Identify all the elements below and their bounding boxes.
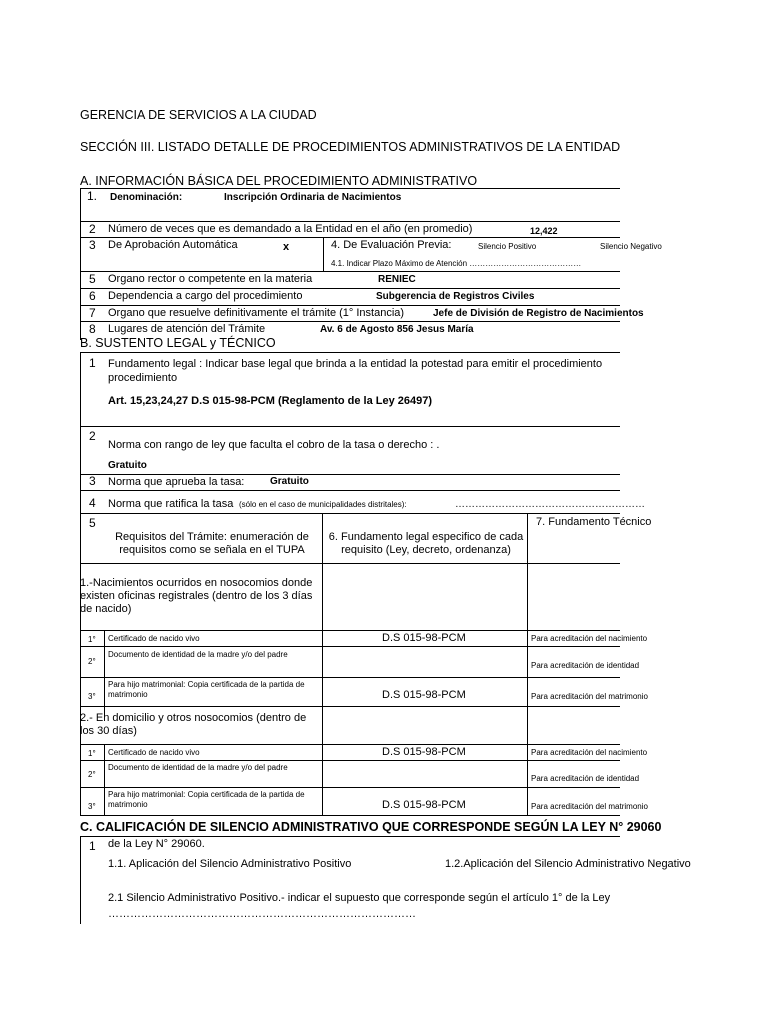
section-a-title: A. INFORMACIÓN BÁSICA DEL PROCEDIMIENTO ADMINISTRATIVO <box>80 174 478 188</box>
norma-aprueba-tasa-text: Norma que aprueba la tasa: <box>108 476 245 488</box>
g1-item2-ord: 2° <box>88 657 96 666</box>
a-row7-num: 7 <box>89 306 96 320</box>
denominacion-label: Denominación: <box>110 192 183 203</box>
g2-item2-text: Documento de identidad de la madre y/o del padre <box>108 763 288 772</box>
seccion-heading: SECCIÓN III. LISTADO DETALLE DE PROCEDIMIENTOS ADMINISTRATIVOS DE LA ENTIDAD <box>80 140 621 154</box>
norma-rango-ley-text: Norma con rango de ley que faculta el cobro de la tasa o derecho : . <box>108 439 440 451</box>
g2-item2-tech: Para acreditación de identidad <box>531 774 640 783</box>
g1-item2-tech: Para acreditación de identidad <box>531 661 640 670</box>
silencio-positivo-aplicacion: 1.1. Aplicación del Silencio Administrativo Positivo <box>108 858 352 870</box>
g2-item3-text: Para hijo matrimonial: Copia certificada de la partida de matrimonio <box>108 790 305 809</box>
section-b-title: B. SUSTENTO LEGAL y TÉCNICO <box>80 336 276 350</box>
g2-item3-legal: D.S 015-98-PCM <box>382 799 466 811</box>
g1-item3-legal: D.S 015-98-PCM <box>382 689 466 701</box>
g1-item3-tech: Para acreditación del matrimonio <box>531 692 648 701</box>
norma-ratifica-tasa-note: (sólo en el caso de municipalidades distritales): <box>239 500 407 509</box>
c-row1-num: 1 <box>89 839 96 853</box>
group1-title: 1.-Nacimientos ocurridos en nosocomios donde existen oficinas registrales (dentro de los 3 días de nacido) <box>80 577 313 615</box>
g2-item1-ord: 1° <box>88 749 96 758</box>
g2-item2-ord: 2° <box>88 770 96 779</box>
denominacion-value: Inscripción Ordinaria de Nacimientos <box>224 192 402 203</box>
a-row3-num: 3 <box>89 238 96 252</box>
dependencia-label: Dependencia a cargo del procedimiento <box>108 290 303 302</box>
g1-item1-tech: Para acreditación del nacimiento <box>531 634 648 643</box>
a-row8-num: 8 <box>89 322 96 336</box>
g2-item1-legal: D.S 015-98-PCM <box>382 746 466 758</box>
demanda-value: 12,422 <box>530 226 558 236</box>
organo-rector-value: RENIEC <box>378 274 416 285</box>
section-c-title: C. CALIFICACIÓN DE SILENCIO ADMINISTRATIVO QUE CORRESPONDE SEGÚN LA LEY N° 29060 <box>80 820 662 834</box>
b-row1-num: 1 <box>89 356 96 370</box>
b-row3-num: 3 <box>89 474 96 488</box>
b-row2-num: 2 <box>89 429 96 443</box>
lugares-atencion-label: Lugares de atención del Trámite <box>108 323 266 335</box>
a-row5-num: 5 <box>89 272 96 286</box>
ley-29060-text: de la Ley N° 29060. <box>108 838 205 850</box>
norma-aprueba-tasa-value: Gratuito <box>270 476 309 487</box>
g1-item1-text: Certificado de nacido vivo <box>108 634 200 643</box>
silencio-negativo-option: Silencio Negativo <box>600 242 662 251</box>
organo-resuelve-value: Jefe de División de Registro de Nacimientos <box>433 308 644 319</box>
a-row2-num: 2 <box>89 222 96 236</box>
lugares-atencion-value: Av. 6 de Agosto 856 Jesus María <box>320 324 474 335</box>
gerencia-heading: GERENCIA DE SERVICIOS A LA CIUDAD <box>80 108 317 122</box>
fundamento-legal-text: Fundamento legal : Indicar base legal que brinda a la entidad la potestad para emitir el procedimiento <box>108 358 603 370</box>
g2-item1-text: Certificado de nacido vivo <box>108 748 200 757</box>
norma-rango-ley-value: Gratuito <box>108 460 147 471</box>
g1-item1-ord: 1° <box>88 635 96 644</box>
aprobacion-automatica-label: De Aprobación Automática <box>108 239 238 251</box>
g2-item1-tech: Para acreditación del nacimiento <box>531 748 648 757</box>
silencio-negativo-aplicacion: 1.2.Aplicación del Silencio Administrativo Negativo <box>445 858 691 870</box>
silencio-positivo-option: Silencio Positivo <box>478 242 537 251</box>
g2-item3-tech: Para acreditación del matrimonio <box>531 802 648 811</box>
g1-item3-ord: 3° <box>88 692 96 701</box>
norma-ratifica-tasa-text: Norma que ratifica la tasa <box>108 498 234 510</box>
fundamento-legal-column-header: 6. Fundamento legal especifico de cada requisito (Ley, decreto, ordenanza) <box>328 531 524 556</box>
requisitos-column-header: Requisitos del Trámite: enumeración de requisitos como se señala en el TUPA <box>115 531 309 556</box>
dependencia-value: Subgerencia de Registros Civiles <box>376 291 535 302</box>
fundamento-tecnico-column-header: 7. Fundamento Técnico <box>536 516 652 528</box>
group2-title: 2.- En domicilio y otros nosocomios (dentro de los 30 días) <box>80 712 307 737</box>
g1-item3-text: Para hijo matrimonial: Copia certificada de la partida de matrimonio <box>108 680 305 699</box>
a-row1-num: 1. <box>87 189 98 203</box>
fundamento-legal-text-cont: procedimiento <box>108 372 178 384</box>
silencio-positivo-supuesto: 2.1 Silencio Administrativo Positivo.- indicar el supuesto que corresponde según el artículo 1° de la Ley <box>108 892 611 904</box>
fundamento-legal-value: Art. 15,23,24,27 D.S 015-98-PCM (Reglamento de la Ley 26497) <box>108 395 433 407</box>
aprobacion-automatica-mark: x <box>283 241 290 253</box>
evaluacion-previa-label: 4. De Evaluación Previa: <box>331 239 452 251</box>
silencio-positivo-dots: ………………………………………………………………………… <box>108 908 416 920</box>
norma-ratifica-tasa-dots: ………………………………………………… <box>455 499 645 510</box>
g1-item1-legal: D.S 015-98-PCM <box>382 632 466 644</box>
b-row4-num: 4 <box>89 496 96 510</box>
b-row5-num: 5 <box>89 516 96 530</box>
organo-resuelve-label: Organo que resuelve definitivamente el trámite (1° Instancia) <box>108 307 405 319</box>
plazo-maximo-label: 4.1. Indicar Plazo Máximo de Atención …………………………………… <box>331 259 582 268</box>
g2-item3-ord: 3° <box>88 802 96 811</box>
organo-rector-label: Organo rector o competente en la materia <box>108 273 313 285</box>
a-row6-num: 6 <box>89 289 96 303</box>
g1-item2-text: Documento de identidad de la madre y/o del padre <box>108 650 288 659</box>
demanda-label: Número de veces que es demandado a la Entidad en el año (en promedio) <box>108 223 473 235</box>
